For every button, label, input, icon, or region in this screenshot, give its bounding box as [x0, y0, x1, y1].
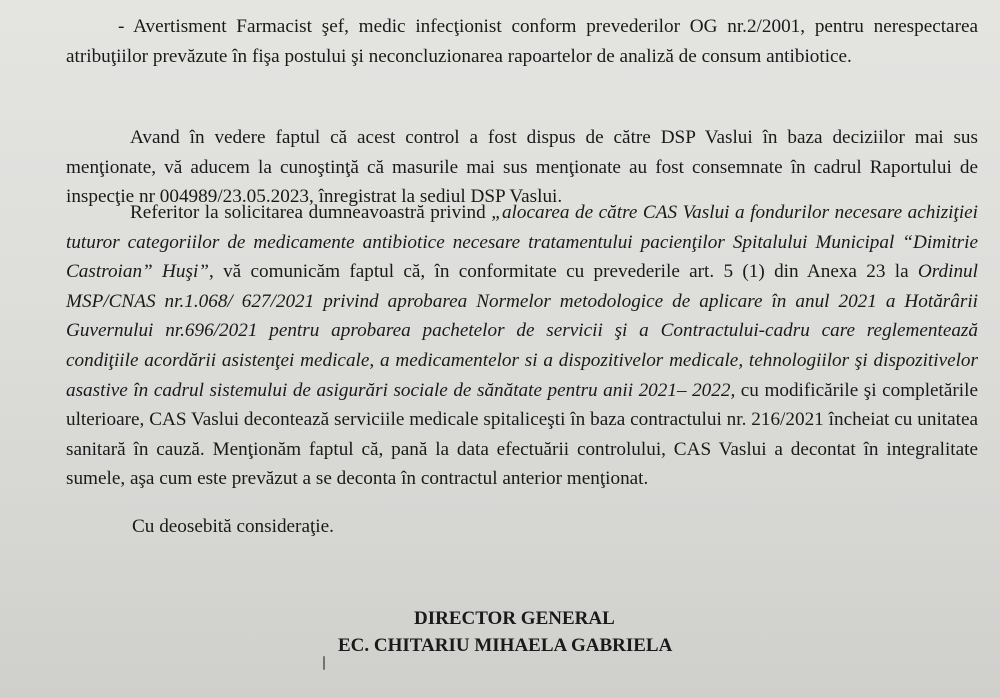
signatory-name: EC. CHITARIU MIHAELA GABRIELA [338, 635, 673, 656]
signatory-title: DIRECTOR GENERAL [414, 608, 615, 629]
paragraph-control: Avand în vedere faptul că acest control a fost dispus de către DSP Vaslui în baza deciziilor mai sus menţionate, vă aducem la cunoştinţă că masurile mai sus menţionate au fost consemnate în cadrul Raportului de inspecţie nr 004989/23.05.2023, înregistrat la sediul DSP Vaslui. [66, 127, 978, 208]
request-response-text: , vă comunicăm faptul că, în conformitate cu prevederile art. 5 (1) din Anexa 23 la [208, 261, 918, 283]
paragraph-warning: - Avertisment Farmacist şef, medic infecţionist conform prevederilor OG nr.2/2001, pentru nerespectarea atribuţiilor prevăzute în fişa postului şi neconcluzionarea rapoartelor de analiză de consum antibiotice. [66, 16, 978, 67]
request-quote-text: „alocarea de către CAS Vaslui a fondurilor necesare achiziţiei tuturor categoriilor de medicamente antibiotice necesare tratamentului pacienţilor Spitalului Municipal “Dimitrie Castroian” Huşi” [66, 202, 979, 283]
paragraph-request [66, 198, 978, 494]
request-intro-text: Referitor la solicitarea dumneavoastră privind [130, 202, 492, 223]
order-reference-text: Ordinul MSP/CNAS nr.1.068/ 627/2021 privind aprobarea Normelor metodologice de aplicare în anul 2021 a Hotărârii Guvernului nr.696/2021 pentru aprobarea pachetelor de servicii şi a Contractului-cadru care reglementează condiţiile acordării asistenţei medicale, a medicamentelor si a dispozitivelor medicale, tehnologiilor şi dispozitivelor asastive în cadrul sistemului de asigurări sociale de sănătate pentru anii 2021– 2022, [66, 261, 978, 401]
ink-mark [323, 656, 325, 670]
request-conclusion-text: cu modificările şi completările ulterioare, CAS Vaslui decontează serviciile medicale spitaliceşti în baza contractului nr. 216/2021 încheiat cu unitatea sanitară în cauză. Menţionăm faptul că, pană la data efectuării controlului, CAS Vaslui a decontat în integralitate sumele, aşa cum este prevăzut a se deconta în contractul anterior menţionat. [66, 379, 978, 490]
closing-salutation: Cu deosebită consideraţie. [132, 516, 334, 537]
